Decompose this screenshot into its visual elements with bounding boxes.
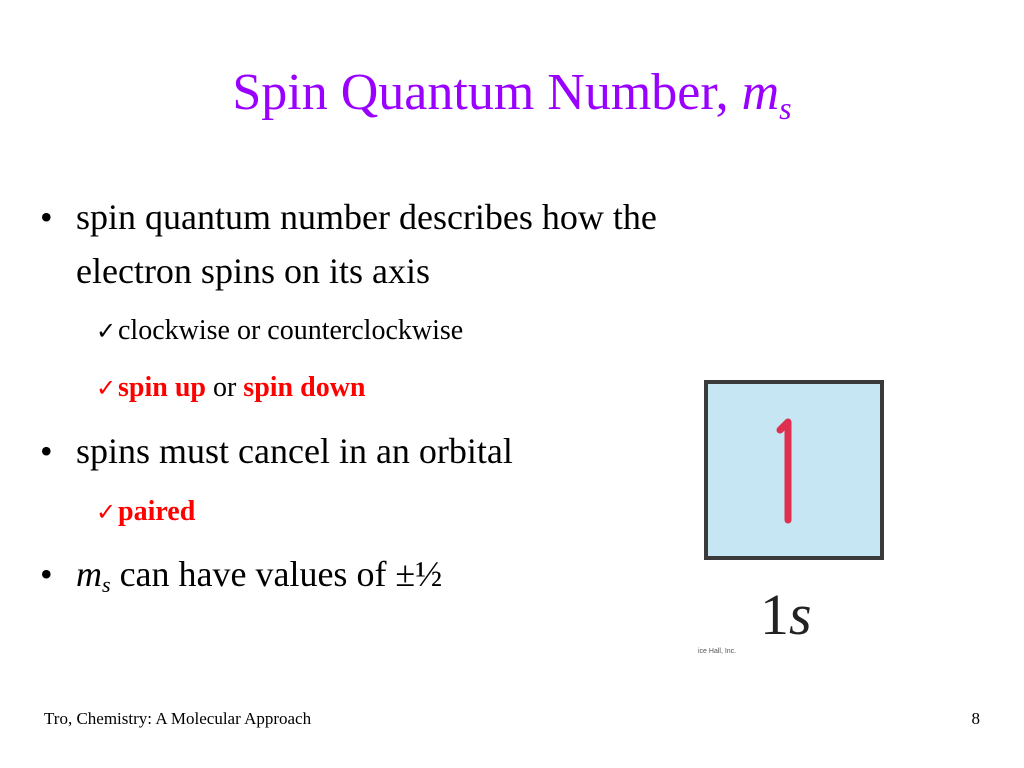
bullet-spins-cancel [40, 424, 680, 478]
ms-symbol: m [76, 554, 102, 594]
title-symbol: $m_s$ [741, 64, 792, 126]
spin-up-text: spin up [118, 372, 206, 403]
bullet-text [76, 547, 442, 601]
orbital-number: 1 [760, 582, 789, 647]
orbital-label [760, 580, 812, 650]
slide-title [0, 58, 1024, 128]
image-credit: ice Hall, Inc. [698, 648, 737, 655]
spin-up-half-arrow-icon [708, 384, 880, 556]
bullet-line-1: spin quantum number describes how the [76, 197, 657, 237]
checkmark-icon: ✓ [96, 374, 117, 402]
bullet-marker: • [40, 554, 53, 594]
bullet-marker: • [40, 197, 53, 237]
orbital-letter: s [789, 582, 812, 647]
orbital-box [704, 380, 884, 560]
checkmark-icon: ✓ [96, 498, 117, 526]
bullet-spin-description [40, 190, 820, 300]
bullet-text [76, 190, 657, 298]
ms-values-text: can have values of ±½ [110, 554, 443, 594]
spin-down-text: spin down [243, 372, 366, 403]
page-number: 8 [971, 709, 980, 728]
ms-subscript: s [102, 572, 111, 597]
checkmark-icon: ✓ [96, 317, 117, 345]
subitem-spin-up-down [96, 368, 365, 408]
title-subscript: s [779, 90, 792, 126]
paired-text: paired [118, 496, 196, 527]
bullet-line-2: electron spins on its axis [76, 251, 430, 291]
subitem-text: clockwise or counterclockwise [118, 315, 464, 346]
or-text: or [205, 372, 244, 403]
bullet-ms-values [40, 547, 680, 601]
subitem-clockwise [96, 311, 463, 351]
footer-source: Tro, Chemistry: A Molecular Approach [44, 709, 312, 728]
bullet-marker: • [40, 431, 53, 471]
title-text: Spin Quantum Number, [232, 64, 742, 121]
bullet-text: spins must cancel in an orbital [76, 431, 513, 471]
subitem-paired [96, 492, 195, 532]
